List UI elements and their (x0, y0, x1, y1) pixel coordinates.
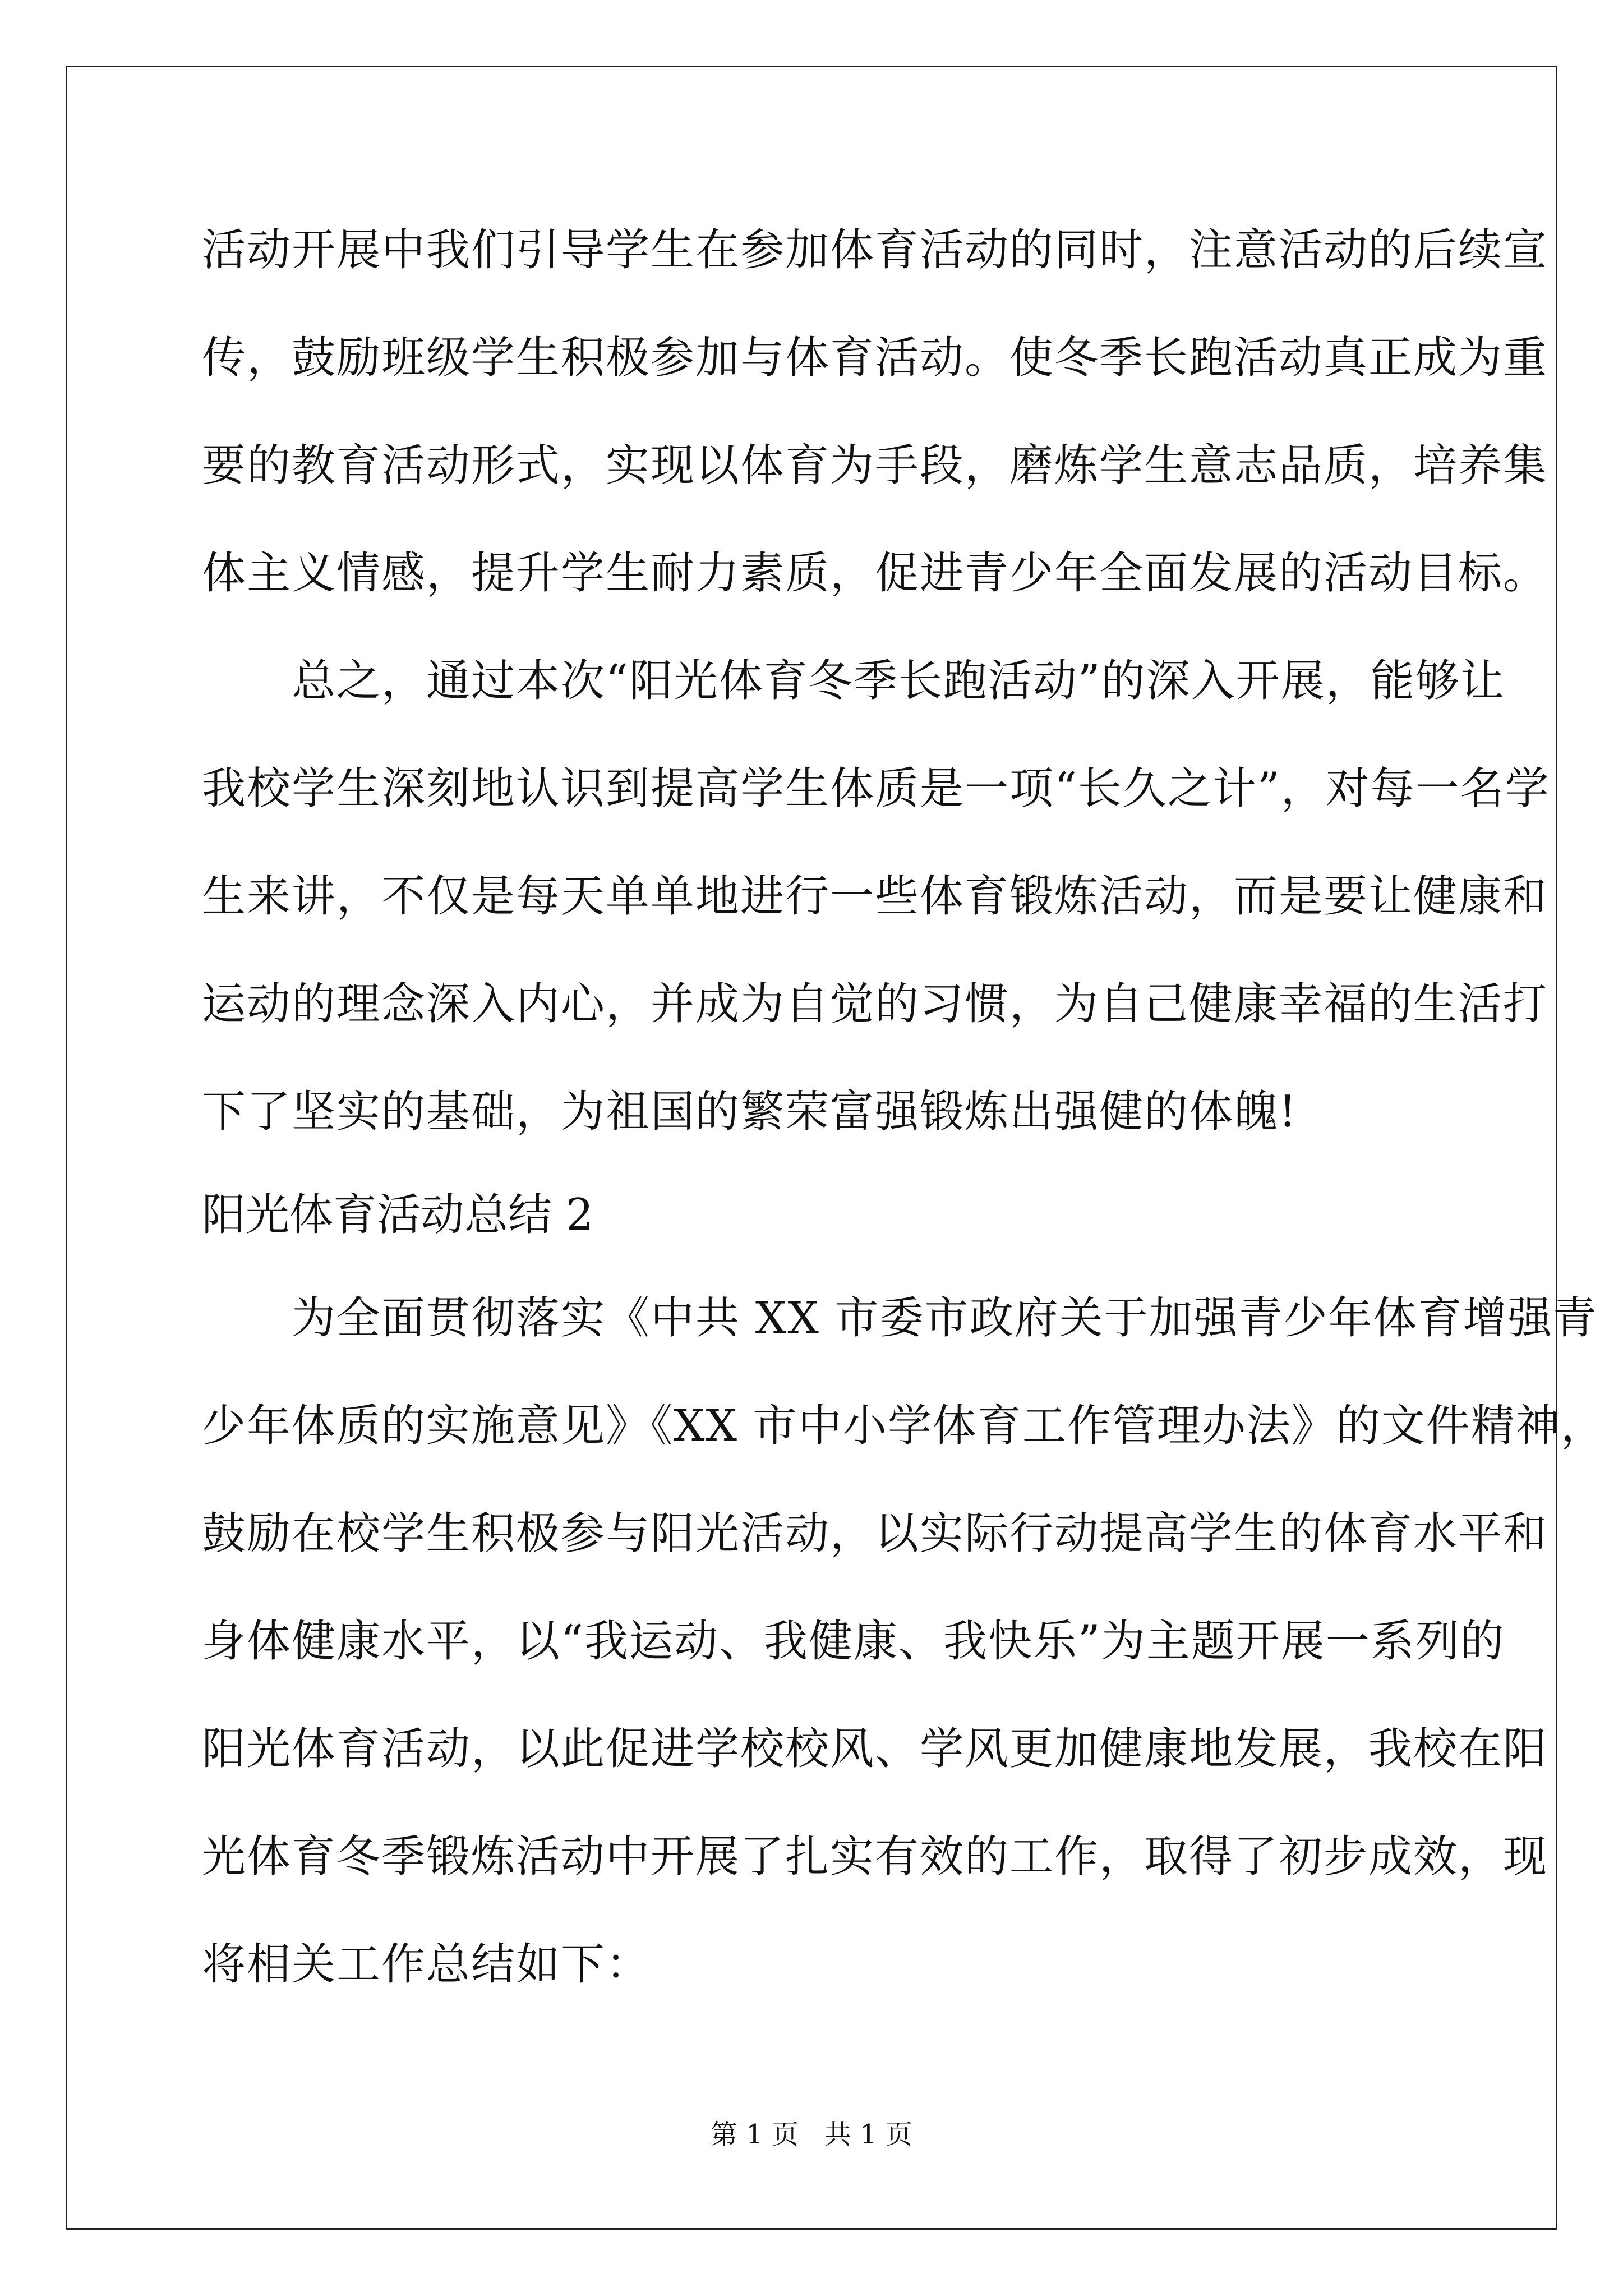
body-line: 身体健康水平，以“我运动、我健康、我快乐”为主题开展一系列的 (202, 1616, 1505, 1667)
section-heading: 阳光体育活动总结 2 (202, 1190, 594, 1240)
page-border (66, 66, 1606, 2230)
body-line: 总之，通过本次“阳光体育冬季长跑活动”的深入开展，能够让 (202, 656, 1505, 706)
body-line: 阳光体育活动，以此促进学校校风、学风更加健康地发展，我校在阳 (202, 1724, 1548, 1774)
body-line: 活动开展中我们引导学生在参加体育活动的同时，注意活动的后续宣 (202, 225, 1548, 275)
body-line: 光体育冬季锻炼活动中开展了扎实有效的工作，取得了初步成效，现 (202, 1832, 1548, 1882)
body-line: 传，鼓励班级学生积极参加与体育活动。使冬季长跑活动真正成为重 (202, 333, 1548, 383)
body-line: 为全面贯彻落实《中共 XX 市委市政府关于加强青少年体育增强青 (202, 1293, 1598, 1343)
body-line: 体主义情感，提升学生耐力素质，促进青少年全面发展的活动目标。 (202, 548, 1548, 599)
body-line: 生来讲，不仅是每天单单地进行一些体育锻炼活动，而是要让健康和 (202, 871, 1548, 922)
body-line: 运动的理念深入内心，并成为自觉的习惯，为自己健康幸福的生活打 (202, 979, 1548, 1029)
body-line: 鼓励在校学生积极参与阳光活动，以实际行动提高学生的体育水平和 (202, 1508, 1548, 1559)
body-line: 少年体质的实施意见》《XX 市中小学体育工作管理办法》的文件精神， (202, 1401, 1606, 1451)
page-footer: 第 1 页 共 1 页 (711, 2119, 912, 2150)
body-line: 要的教育活动形式，实现以体育为手段，磨炼学生意志品质，培养集 (202, 440, 1548, 491)
body-line: 将相关工作总结如下： (202, 1939, 651, 1990)
body-line: 下了坚实的基础，为祖国的繁荣富强锻炼出强健的体魄! (202, 1087, 1298, 1137)
body-line: 我校学生深刻地认识到提高学生体质是一项“长久之计”，对每一名学 (202, 763, 1550, 814)
